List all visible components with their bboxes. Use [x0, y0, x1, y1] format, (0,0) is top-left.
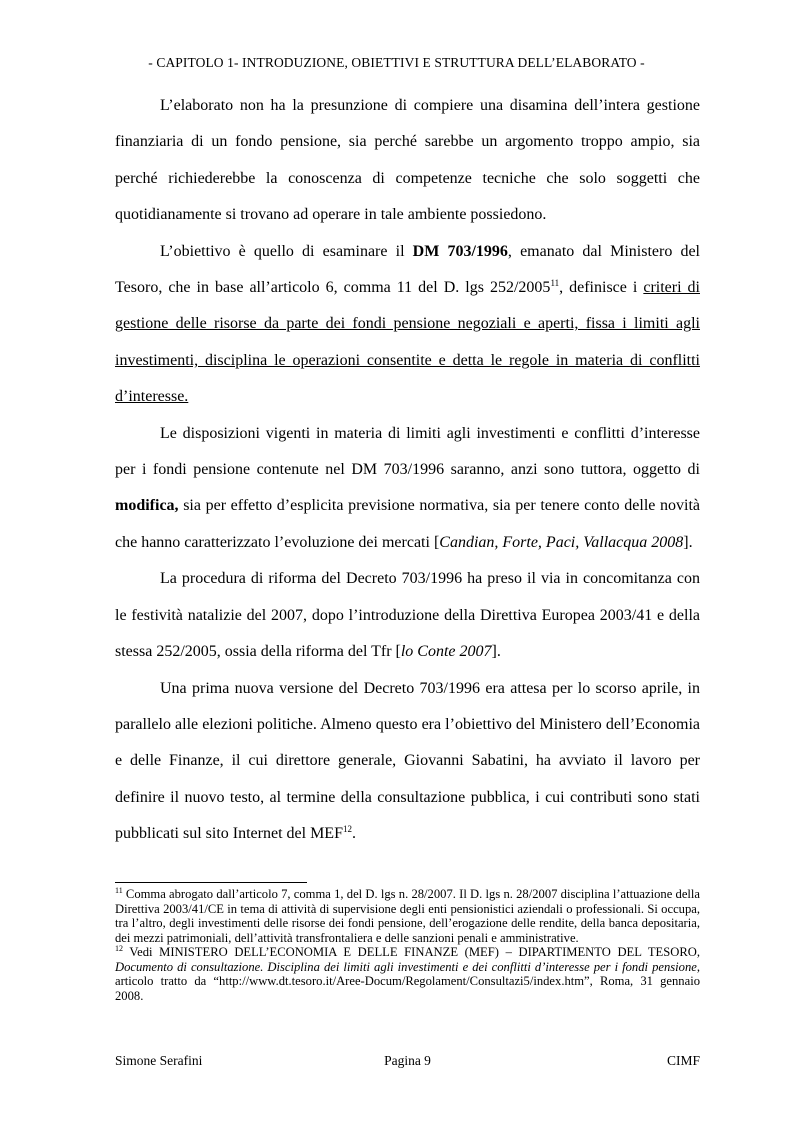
footer-author: Simone Serafini [115, 1053, 203, 1068]
underlined-criteria: criteri di gestione delle risorse da parte dei fondi pensione negoziali e aperti, fissa i limiti agli investimenti, disciplina le operazioni consentite e detta le regole in materia di conflitti d’interesse. [115, 279, 700, 406]
dm-703-bold: DM 703/1996 [412, 242, 508, 260]
paragraph-3 [115, 416, 700, 562]
footnote-12-text-after: , articolo tratto da “http://www.dt.tesoro.it/Aree-Docum/Regolament/Consultazi5/index.htm”, Roma, 31 gennaio 2008. [115, 959, 700, 1003]
running-header: - CAPITOLO 1- INTRODUZIONE, OBIETTIVI E STRUTTURA DELL’ELABORATO - [148, 55, 645, 70]
footer-page-number: Pagina 9 [384, 1053, 431, 1068]
footnote-11-marker: 11 [115, 886, 123, 895]
citation-candian: Candian, Forte, Paci, Vallacqua 2008 [439, 533, 684, 551]
paragraph-3-text-middle: sia per effetto d’esplicita previsione normativa, sia per tenere conto delle novità che hanno caratterizzato l’evoluzione dei mercati [ [115, 497, 700, 551]
footnote-separator [115, 882, 307, 883]
paragraph-5 [115, 671, 700, 853]
paragraph-4-text-after: ]. [491, 643, 501, 661]
paragraph-2 [115, 234, 700, 416]
citation-lo-conte: lo Conte 2007 [400, 643, 492, 661]
paragraph-2-text-middle: , emanato dal Ministero del Tesoro, che in base all’articolo 6, comma 11 del D. lgs 252/2005 [115, 242, 701, 297]
paragraph-1 [115, 88, 700, 234]
paragraph-5-text-after: . [351, 825, 356, 843]
modifica-bold: modifica, [115, 497, 179, 515]
footnote-ref-12[interactable]: 12 [342, 824, 352, 835]
footnote-11-text: Comma abrogato dall’articolo 7, comma 1, del D. lgs n. 28/2007. Il D. lgs n. 28/2007 disciplina l’attuazione della Direttiva 2003/41/CE in tema di attività di supervisione degli enti pensionistici aziendali o professionali. Si occupa, tra l’altro, degli investimenti delle risorse dei fondi pensione, dell’erogazione delle rendite, della banca depositaria, dei mezzi patrimoniali, dell’attività transfrontaliera e delle sanzioni penali e amministrative. [115, 887, 700, 945]
paragraph-5-text-before: Una prima nuova versione del Decreto 703/1996 era attesa per lo scorso aprile, in parallelo alle elezioni politiche. Almeno questo era l’obiettivo del Ministero dell’Economia e delle Finanze, il cui direttore generale, Giovanni Sabatini, ha avviato il lavoro per definire il nuovo testo, al termine della consultazione pubblica, i cui contributi sono stati pubblicati sul sito Internet del MEF [115, 679, 700, 843]
paragraph-3-text-after: ]. [683, 533, 693, 551]
body-text [115, 88, 700, 853]
footnotes [115, 887, 700, 1003]
page-footer [115, 1053, 700, 1069]
paragraph-4 [115, 561, 700, 670]
paragraph-2-text-before: L’obiettivo è quello di esaminare il [160, 242, 413, 260]
footer-institution: CIMF [666, 1053, 700, 1068]
footnote-12-marker: 12 [115, 944, 123, 953]
paragraph-2-text-after: , definisce i [559, 279, 644, 297]
footnote-12-text-before: Vedi MINISTERO DELL’ECONOMIA E DELLE FINANZE (MEF) – DIPARTIMENTO DEL TESORO, [123, 945, 700, 959]
footnote-11 [115, 887, 700, 945]
footnote-12 [115, 945, 700, 1003]
paragraph-4-text-before: La procedura di riforma del Decreto 703/1996 ha preso il via in concomitanza con le festività natalizie del 2007, dopo l’introduzione della Direttiva Europea 2003/41 e della stessa 252/2005, ossia della riforma del Tfr [ [115, 570, 700, 661]
footnote-ref-11[interactable]: 11 [550, 278, 560, 289]
paragraph-3-text-before: Le disposizioni vigenti in materia di limiti agli investimenti e conflitti d’interesse per i fondi pensione contenute nel DM 703/1996 saranno, anzi sono tuttora, oggetto di [115, 424, 700, 479]
paragraph-1-text: L’elaborato non ha la presunzione di compiere una disamina dell’intera gestione finanziaria di un fondo pensione, sia perché sarebbe un argomento troppo ampio, sia perché richiederebbe la conoscenza di competenze tecniche che solo soggetti che quotidianamente si trovano ad operare in tale ambiente possiedono. [115, 97, 700, 224]
footnote-12-document-title: Documento di consultazione. Disciplina dei limiti agli investimenti e dei conflitti d’interesse per i fondi pensione [115, 959, 697, 974]
